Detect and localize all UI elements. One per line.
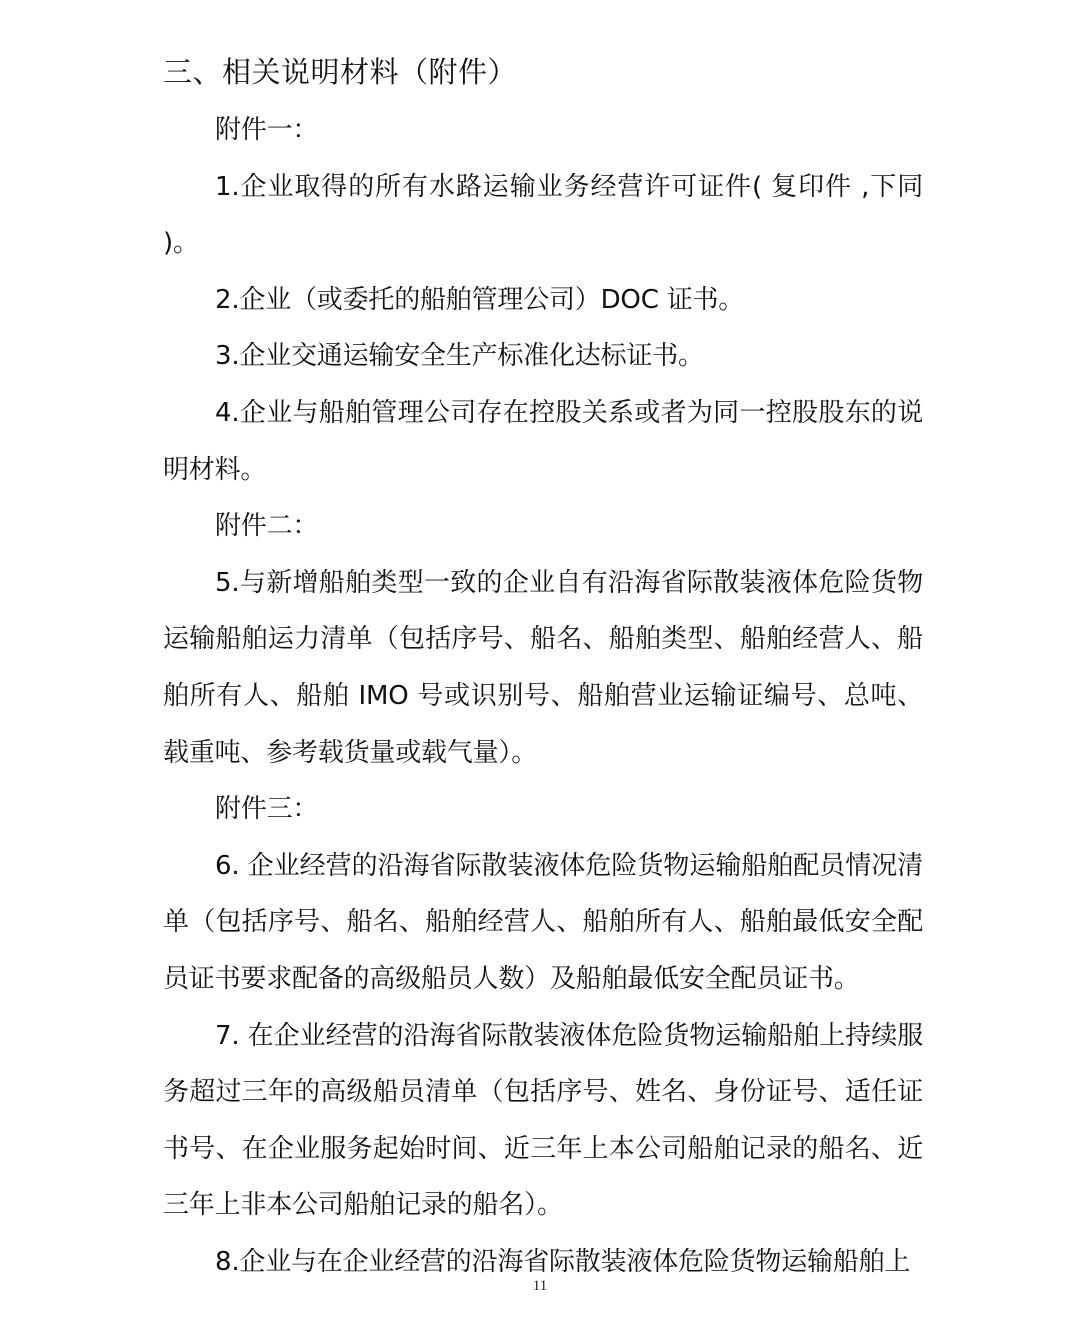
item-3: 3.企业交通运输安全生产标准化达标证书。 xyxy=(215,341,704,372)
attachment-heading-1: 附件一： xyxy=(215,115,319,145)
item-8: 8.企业与在企业经营的沿海省际散装液体危险货物运输船舶上 xyxy=(215,1246,911,1277)
item-7: 7. 在企业经营的沿海省际散装液体危险货物运输船舶上持续服务超过三年的高级船员清单（包括序号、姓名、身份证号、适任证书号、在企业服务起始时间、近三年上本公司船舶记录的船名、近三年上非本公司船舶记录的船名）。 xyxy=(163,1020,923,1221)
page-number: 11 xyxy=(532,1278,548,1294)
item-1: 1.企业取得的所有水路运输业务经营许可证件( 复印件 ,下同 )。 xyxy=(163,171,923,259)
attachment-heading-3: 附件三： xyxy=(215,794,319,825)
section-title: 三、相关说明材料（附件） xyxy=(163,55,518,89)
item-4: 4.企业与船舶管理公司存在控股关系或者为同一控股股东的说明材料。 xyxy=(163,397,923,485)
item-5: 5.与新增船舶类型一致的企业自有沿海省际散装液体危险货物运输船舶运力清单（包括序号、船名、船舶类型、船舶经营人、船舶所有人、船舶 IMO 号或识别号、船舶营业运输证编号、总吨、载重吨、参考载货量或载气量）。 xyxy=(163,567,923,768)
item-6: 6. 企业经营的沿海省际散装液体危险货物运输船舶配员情况清单（包括序号、船名、船舶经营人、船舶所有人、船舶最低安全配员证书要求配备的高级船员人数）及船舶最低安全配员证书。 xyxy=(163,850,923,994)
attachment-heading-2: 附件二： xyxy=(215,511,319,542)
document-body xyxy=(163,102,923,1290)
item-2: 2.企业（或委托的船舶管理公司）DOC 证书。 xyxy=(215,284,745,315)
